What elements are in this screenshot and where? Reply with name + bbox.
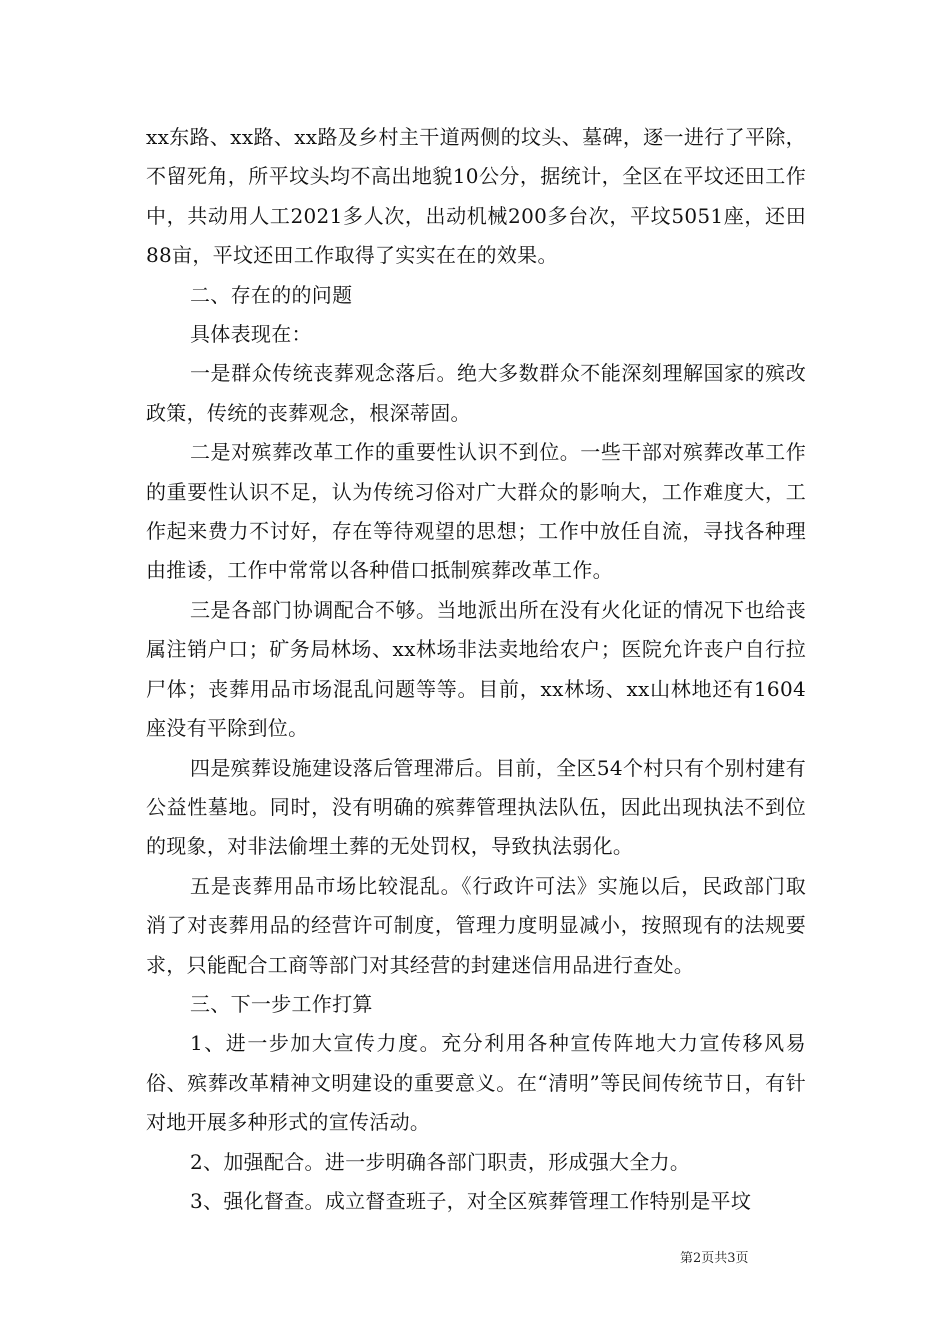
paragraph-problem-1: 一是群众传统丧葬观念落后。绝大多数群众不能深刻理解国家的殡改政策，传统的丧葬观念，根深蒂固。 bbox=[146, 361, 806, 425]
page-number-footer: 第2页共3页 bbox=[680, 1251, 749, 1266]
paragraph-problem-2: 二是对殡葬改革工作的重要性认识不到位。一些干部对殡葬改革工作的重要性认识不足，认为传统习俗对广大群众的影响大，工作难度大，工作起来费力不讨好，存在等待观望的思想；工作中放任自流，寻找各种理由推诿，工作中常常以各种借口抵制殡葬改革工作。 bbox=[146, 440, 806, 583]
paragraph-continuation: xx东路、xx路、xx路及乡村主干道两侧的坟头、墓碑，逐一进行了平除，不留死角，所平坟头均不高出地貌10公分，据统计，全区在平坟还田工作中，共动用人工2021多人次，出动机械200多台次，平坟5051座，还田88亩，平坟还田工作取得了实实在在的效果。 bbox=[146, 125, 806, 268]
paragraph-problem-3: 三是各部门协调配合不够。当地派出所在没有火化证的情况下也给丧属注销户口；矿务局林场、xx林场非法卖地给农户；医院允许丧户自行拉尸体；丧葬用品市场混乱问题等等。目前，xx林场、xx山林地还有1604座没有平除到位。 bbox=[146, 597, 806, 741]
section-heading-problems: 二、存在的的问题 bbox=[190, 282, 353, 307]
paragraph-plan-3: 3、强化督查。成立督查班子，对全区殡葬管理工作特别是平坟 bbox=[190, 1188, 752, 1213]
document-body bbox=[146, 118, 806, 1221]
paragraph-problem-4: 四是殡葬设施建设落后管理滞后。目前，全区54个村只有个别村建有公益性墓地。同时，没有明确的殡葬管理执法队伍，因此出现执法不到位的现象，对非法偷埋土葬的无处罚权，导致执法弱化。 bbox=[146, 755, 806, 859]
section-heading-plans: 三、下一步工作打算 bbox=[190, 991, 373, 1016]
paragraph-plan-2: 2、加强配合。进一步明确各部门职责，形成强大全力。 bbox=[190, 1149, 691, 1174]
paragraph-plan-1: 1、进一步加大宣传力度。充分利用各种宣传阵地大力宣传移风易俗、殡葬改革精神文明建设的重要意义。在“清明”等民间传统节日，有针对地开展多种形式的宣传活动。 bbox=[146, 1031, 806, 1135]
paragraph-problem-5: 五是丧葬用品市场比较混乱。《行政许可法》实施以后，民政部门取消了对丧葬用品的经营许可制度，管理力度明显减小，按照现有的法规要求，只能配合工商等部门对其经营的封建迷信用品进行查处。 bbox=[146, 873, 806, 977]
paragraph-intro: 具体表现在： bbox=[190, 322, 312, 347]
